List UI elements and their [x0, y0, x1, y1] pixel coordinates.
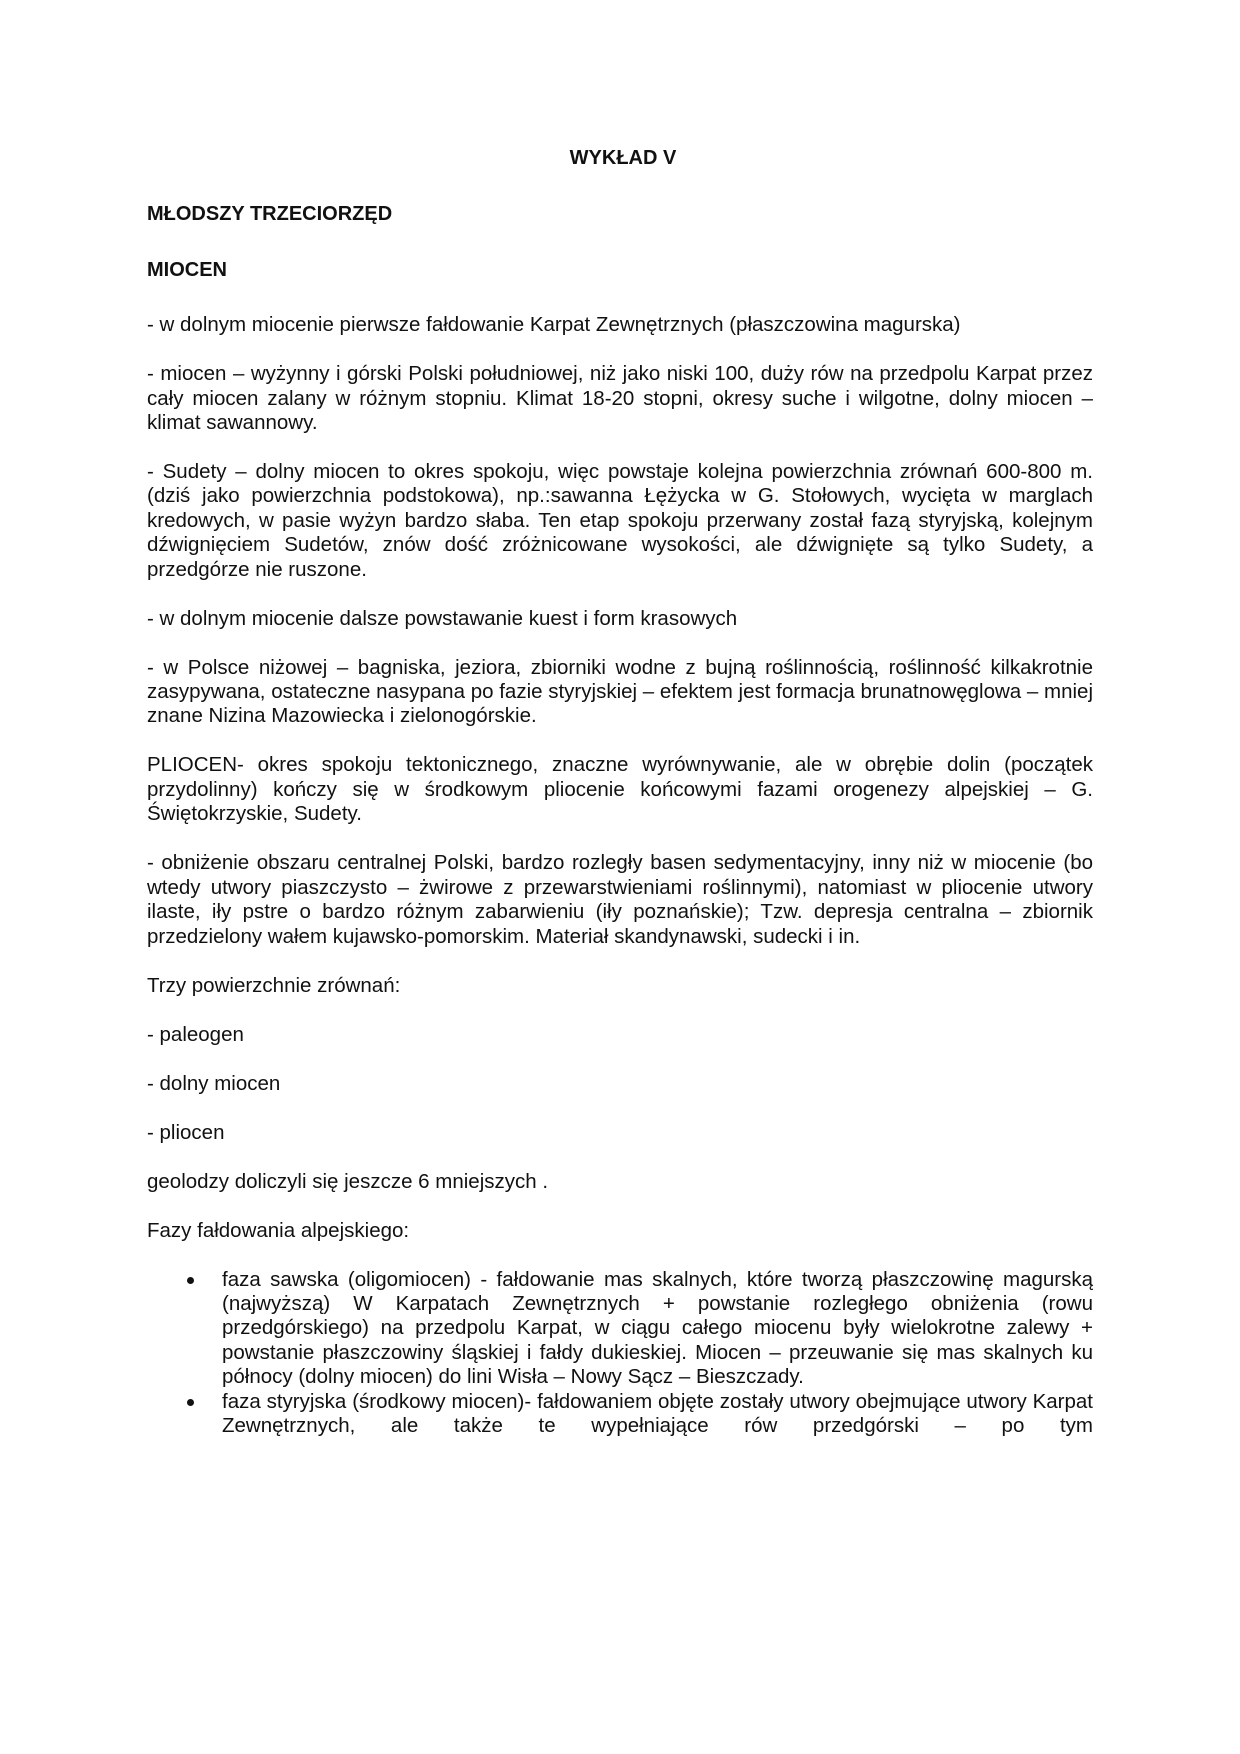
paragraph-7: - obniżenie obszaru centralnej Polski, bardzo rozległy basen sedymentacyjny, inny niż w miocenie (bo wtedy utwory piaszczysto – żwirowe z przewarstwieniami roślinnymi), natomiast w pliocenie utwory ilaste, iły pstre o bardzo różnym zabarwieniu (iły poznańskie); Tzw. depresja centralna – zbiornik przedzielony wałem kujawsko-pomorskim. Materiał skandynawski, sudecki i in.	[147, 851, 1093, 948]
bullet-text: faza sawska (oligomiocen) - fałdowanie mas skalnych, które tworzą płaszczowinę magurską (najwyższą) W Karpatach Zewnętrznych + powstanie rozległego obniżenia (rowu przedgórskiego) na przedpolu Karpat, w ciągu całego miocenu były wielokrotne zalewy + powstanie płaszczowiny śląskiej i fałdy dukieskiej. Miocen – przeuwanie się mas skalnych ku północy (dolny miocen) do lini Wisła – Nowy Sącz – Bieszczady.	[222, 1267, 1093, 1389]
bullet-icon	[187, 1399, 194, 1406]
folding-phases-list	[147, 1268, 1093, 1439]
paragraph-5: - w Polsce niżowej – bagniska, jeziora, zbiorniki wodne z bujną roślinnością, roślinność kilkakrotnie zasypywana, ostateczne nasypana po fazie styryjskiej – efektem jest formacja brunatnowęglowa – mniej znane Nizina Mazowiecka i zielonogórskie.	[147, 655, 1093, 728]
section-heading: MŁODSZY TRZECIORZĘD	[147, 203, 393, 226]
paragraph-surfaces-intro: Trzy powierzchnie zrównań:	[147, 973, 401, 997]
paragraph-fazy-intro: Fazy fałdowania alpejskiego:	[147, 1218, 410, 1242]
page-title: WYKŁAD V	[569, 147, 677, 169]
paragraph-4: - w dolnym miocenie dalsze powstawanie kuest i form krasowych	[147, 606, 738, 630]
bullet-icon	[187, 1277, 194, 1284]
document-body	[147, 146, 1093, 1438]
paragraph-1: - w dolnym miocenie pierwsze fałdowanie Karpat Zewnętrznych (płaszczowina magurska)	[147, 313, 961, 337]
paragraph-3: - Sudety – dolny miocen to okres spokoju, więc powstaje kolejna powierzchnia zrównań 600-800 m. (dziś jako powierzchnia podstokowa), np.:sawanna Łężycka w G. Stołowych, wycięta w marglach kredowych, w pasie wyżyn bardzo słaba. Ten etap spokoju przerwany został fazą styryjską, kolejnym dźwignięciem Sudetów, znów dość zróżnicowane wysokości, ale dźwignięte są tylko Sudety, a przedgórze nie ruszone.	[147, 460, 1093, 581]
list-item-pliocen: - pliocen	[147, 1120, 225, 1144]
list-item-faza-styryjska	[147, 1390, 1093, 1439]
bullet-text: faza styryjska (środkowy miocen)- fałdowaniem objęte zostały utwory obejmujące utwory Karpat Zewnętrznych, ale także te wypełniające rów przedgórski – po tym	[222, 1389, 1093, 1437]
list-item-faza-sawska	[147, 1268, 1093, 1390]
paragraph-geolodzy: geolodzy doliczyli się jeszcze 6 mniejszych .	[147, 1169, 549, 1193]
list-item-dolny-miocen: - dolny miocen	[147, 1071, 281, 1095]
paragraph-2: - miocen – wyżynny i górski Polski południowej, niż jako niski 100, duży rów na przedpolu Karpat przez cały miocen zalany w różnym stopniu. Klimat 18-20 stopni, okresy suche i wilgotne, dolny miocen – klimat sawannowy.	[147, 362, 1093, 435]
paragraph-pliocen: PLIOCEN- okres spokoju tektonicznego, znaczne wyrównywanie, ale w obrębie dolin (początek przydolinny) kończy się w środkowym pliocenie końcowymi fazami orogenezy alpejskiej – G. Świętokrzyskie, Sudety.	[147, 753, 1093, 826]
list-item-paleogen: - paleogen	[147, 1022, 244, 1046]
subsection-heading: MIOCEN	[147, 258, 227, 281]
